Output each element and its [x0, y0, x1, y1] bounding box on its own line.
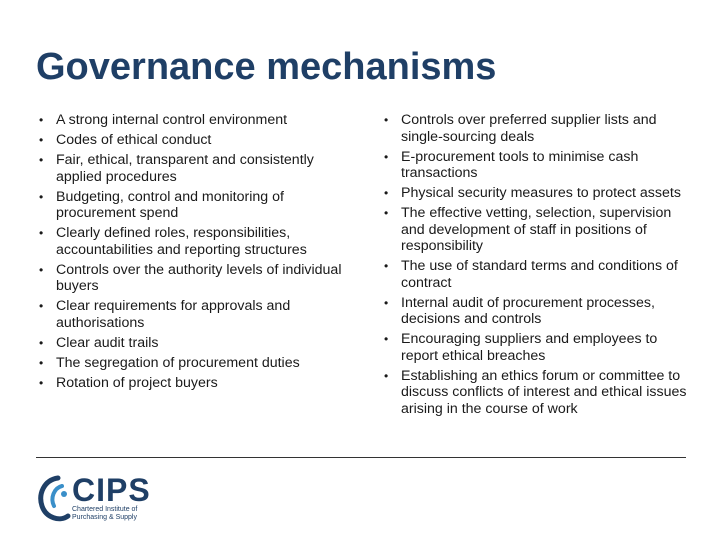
list-item: • Controls over the authority levels of individual buyers — [21, 262, 361, 295]
right-bullet-list — [366, 112, 696, 421]
logo-wordmark: CIPS — [72, 472, 151, 508]
footer-divider — [36, 457, 686, 458]
list-item: • Clearly defined roles, responsibilities, accountabilities and reporting structures — [21, 225, 361, 258]
list-item: • Establishing an ethics forum or committee to discuss conflicts of interest and ethical issues arising in the course of work — [366, 368, 696, 418]
list-item: • A strong internal control environment — [21, 112, 361, 129]
slide-title: Governance mechanisms — [36, 46, 497, 88]
list-item: • Clear audit trails — [21, 335, 361, 352]
list-item: • Fair, ethical, transparent and consistently applied procedures — [21, 152, 361, 185]
left-bullet-list — [21, 112, 361, 395]
logo-subtitle: Chartered Institute of Purchasing & Supply — [72, 506, 138, 521]
list-item: • The segregation of procurement duties — [21, 355, 361, 372]
list-item: • The effective vetting, selection, supervision and development of staff in positions of responsibility — [366, 205, 696, 255]
list-item: • Clear requirements for approvals and authorisations — [21, 298, 361, 331]
list-item: • Internal audit of procurement processes, decisions and controls — [366, 295, 696, 328]
list-item: • Rotation of project buyers — [21, 375, 361, 392]
list-item: • Controls over preferred supplier lists and single-sourcing deals — [366, 112, 696, 145]
list-item: • Physical security measures to protect assets — [366, 185, 696, 202]
list-item: • Codes of ethical conduct — [21, 132, 361, 149]
list-item: • Encouraging suppliers and employees to report ethical breaches — [366, 331, 696, 364]
list-item: • The use of standard terms and conditions of contract — [366, 258, 696, 291]
list-item: • Budgeting, control and monitoring of procurement spend — [21, 189, 361, 222]
list-item: • E-procurement tools to minimise cash transactions — [366, 149, 696, 182]
